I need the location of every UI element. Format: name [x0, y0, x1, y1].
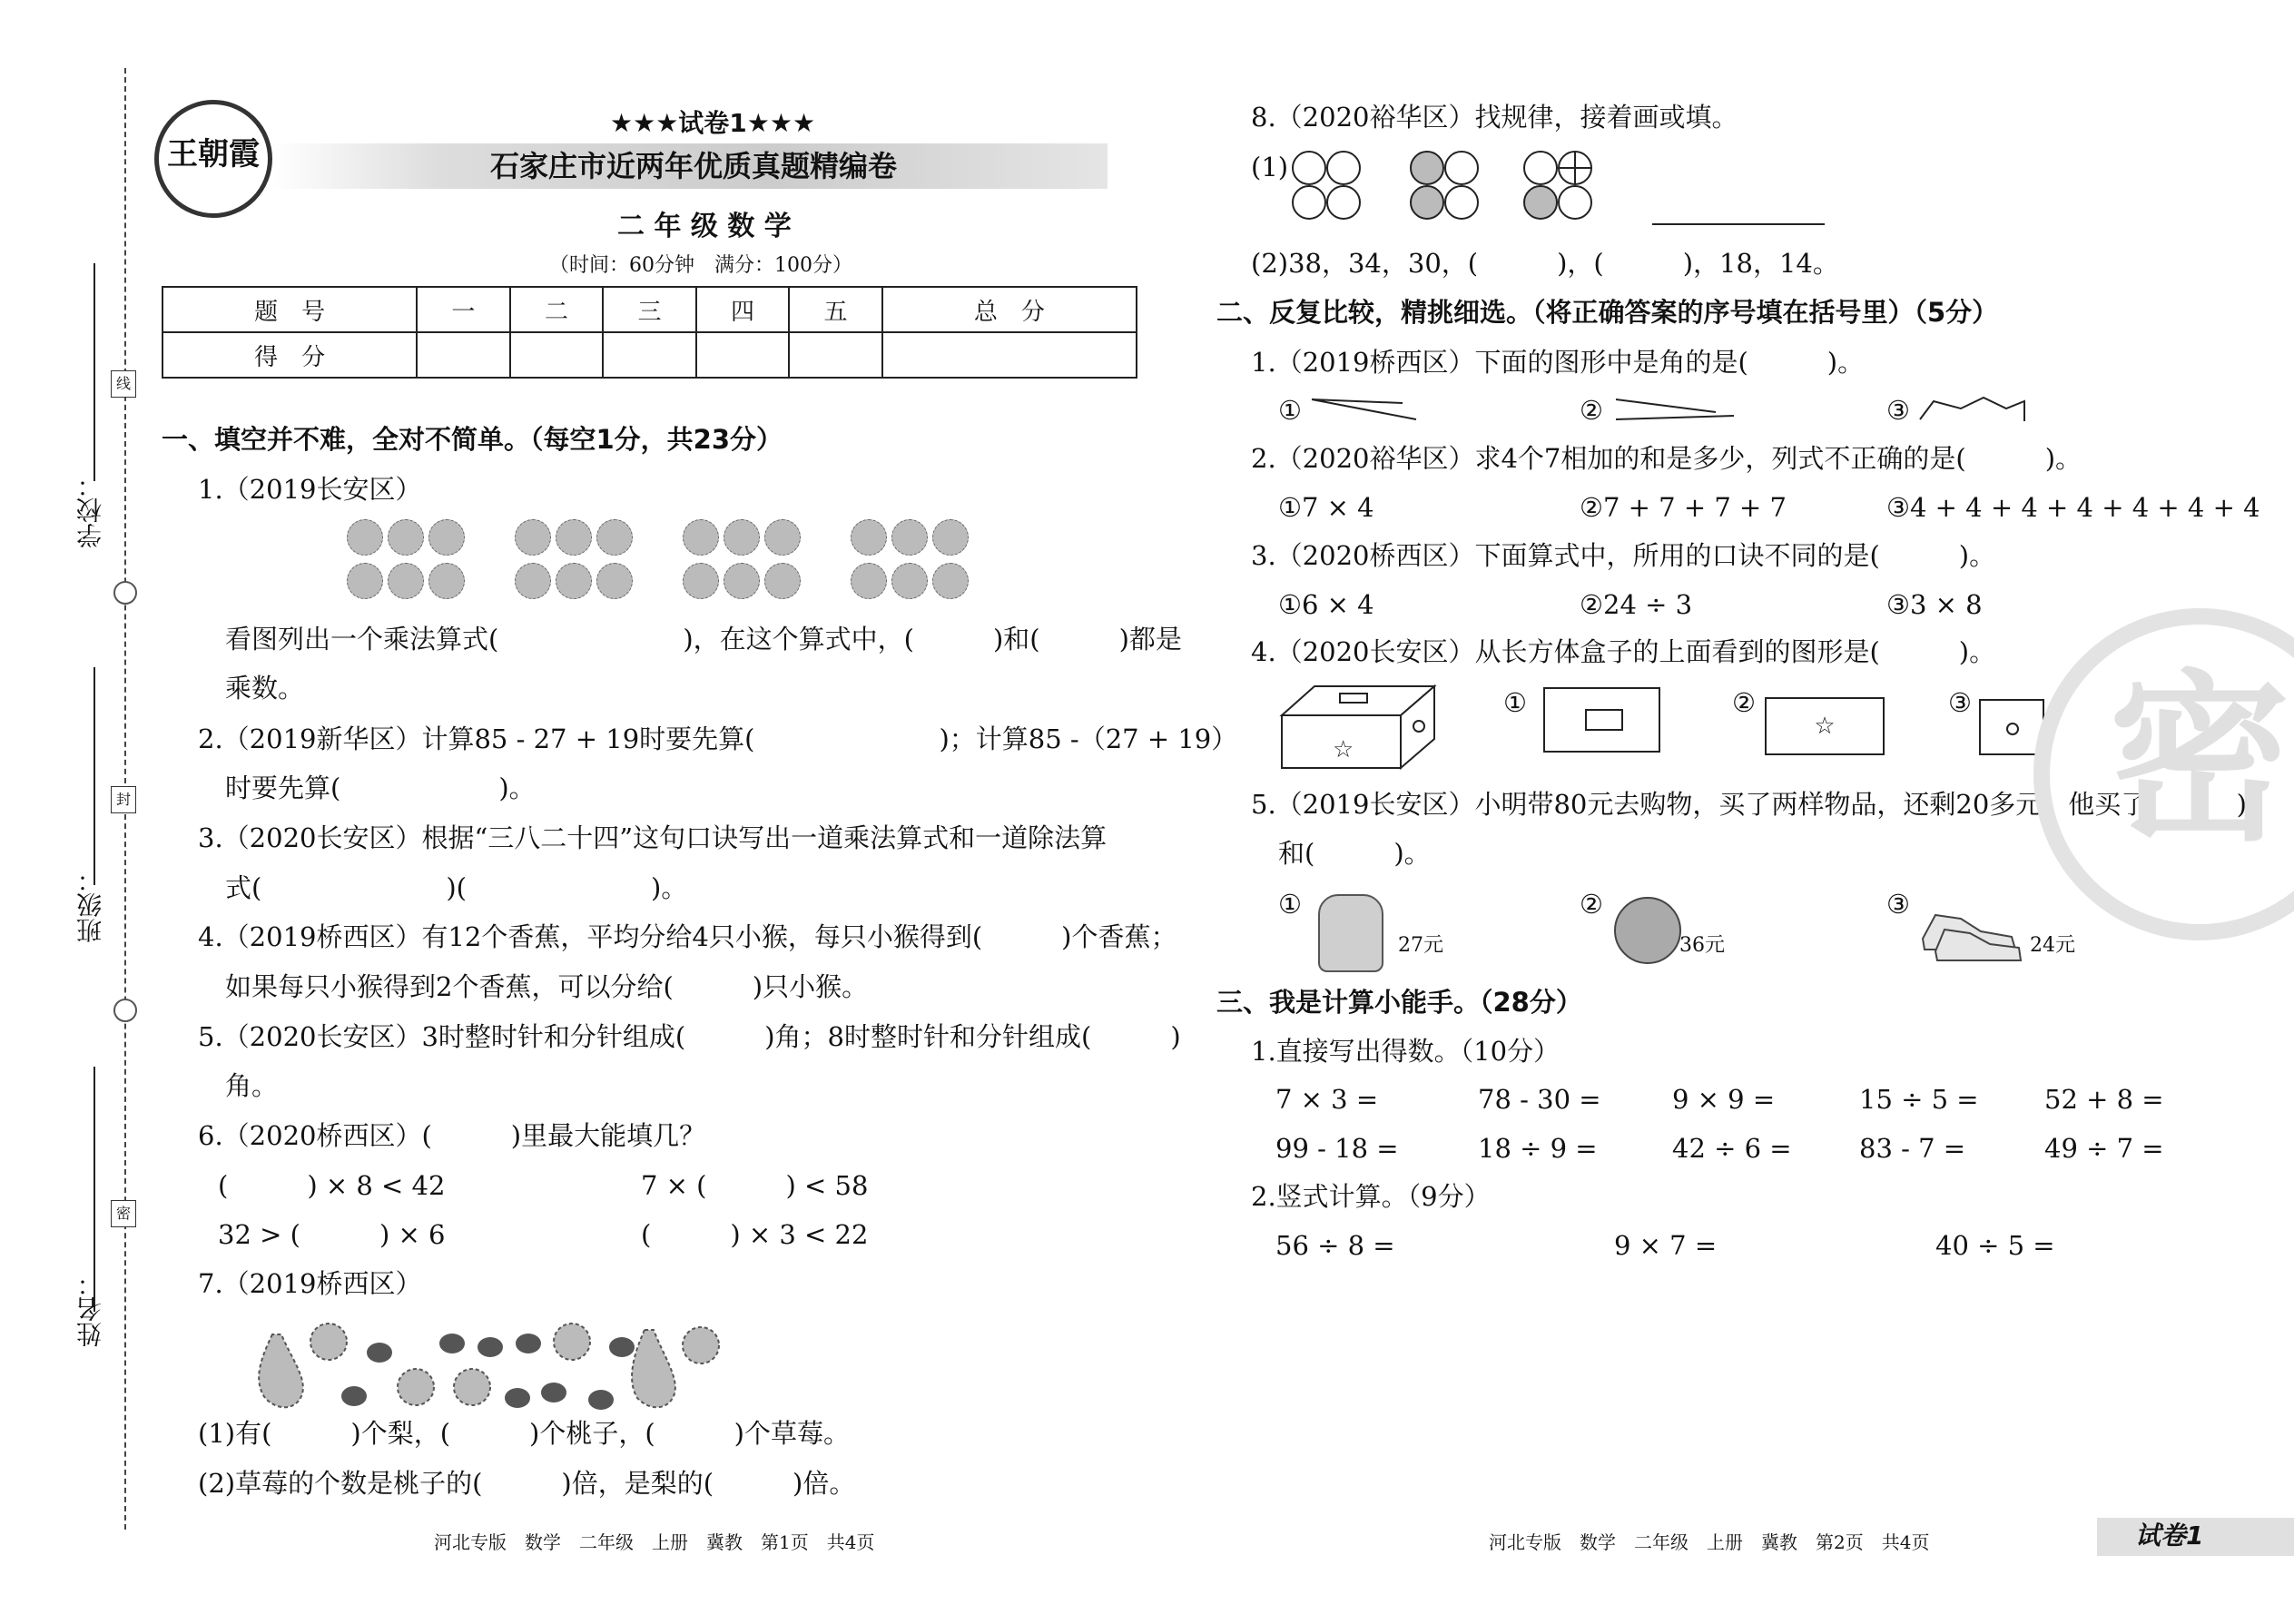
c1-option-1: ①: [1278, 395, 1302, 426]
star-icon: ☆: [1814, 713, 1836, 740]
q8-title: 8.（2020裕华区）找规律，接着画或填。: [1251, 102, 1738, 133]
calc-item: 49 ÷ 7 =: [2044, 1133, 2164, 1164]
c5-price-1: 27元: [1398, 934, 1443, 957]
c5-option-2: ②: [1580, 889, 1603, 920]
score-input[interactable]: [696, 332, 790, 378]
c3-question: 3.（2020桥西区）下面算式中，所用的口诀不同的是( )。: [1251, 540, 1996, 571]
q3-line-2: 式( )( )。: [225, 872, 688, 903]
svg-text:☆: ☆: [1333, 736, 1354, 763]
class-label: 班级：: [75, 867, 105, 943]
apple-icon: [596, 563, 633, 599]
apple-icon: [683, 563, 719, 599]
score-table: [162, 286, 1137, 379]
score-cell: 得 分: [162, 332, 417, 378]
q8-part-2: (2)38，34，30，( )，( )，18，14。: [1251, 248, 1839, 279]
rect-slot-icon: [1585, 709, 1623, 731]
peach-icon: [683, 1327, 719, 1363]
pear-icon: [259, 1334, 303, 1407]
c4-option-2: ②: [1732, 687, 1756, 718]
c3-option-3: ③3 × 8: [1886, 589, 1983, 620]
calc-item: 42 ÷ 6 =: [1672, 1133, 1792, 1164]
binding-hole-icon: [113, 581, 137, 605]
score-input[interactable]: [789, 332, 882, 378]
c5-line-2: 和( )。: [1278, 838, 1431, 869]
open-lines-figure-icon: [1616, 399, 1734, 419]
score-input[interactable]: [882, 332, 1137, 378]
c4-question: 4.（2020长安区）从长方体盒子的上面看到的图形是( )。: [1251, 636, 1996, 667]
apple-icon: [891, 563, 928, 599]
footer-tag: 试卷1: [2135, 1521, 2204, 1550]
strawberry-icon: [588, 1390, 614, 1410]
apple-icon: [428, 563, 465, 599]
c4-option-1: ①: [1503, 687, 1527, 718]
c5-price-3: 24元: [2030, 934, 2075, 957]
footer-left: 河北专版 数学 二年级 上册 冀教 第1页 共4页: [434, 1531, 875, 1553]
view-option-3: [1979, 699, 2044, 755]
q2-line-2: 时要先算( )。: [225, 773, 536, 803]
box-figure: [1278, 681, 1446, 772]
q8-answer-line[interactable]: [1652, 223, 1825, 225]
score-header-row: [162, 287, 1137, 332]
apple-icon: [347, 563, 383, 599]
vertical-calc-item: 56 ÷ 8 =: [1275, 1230, 1395, 1261]
basketball-icon: [1614, 897, 1681, 964]
apple-icon: [851, 563, 887, 599]
curve-figure-icon: [1920, 398, 2024, 421]
four-circle-pattern-2: [1411, 152, 1478, 219]
calc-item: 15 ÷ 5 =: [1859, 1084, 1979, 1115]
apple-icon: [683, 519, 719, 556]
c2-option-3: ③4 + 4 + 4 + 4 + 4 + 4 + 4: [1886, 492, 2260, 523]
k2-title: 2.竖式计算。（9分）: [1251, 1181, 1491, 1212]
c1-option-2: ②: [1580, 395, 1603, 426]
view-option-1: [1543, 687, 1660, 753]
apple-icon: [596, 519, 633, 556]
series-badge: ★★★试卷1★★★: [610, 108, 816, 138]
apple-icon: [428, 519, 465, 556]
apple-icon: [388, 563, 424, 599]
score-cell: 五: [789, 287, 882, 332]
q1-source: 1.（2019长安区）: [198, 474, 422, 505]
q5-line-1: 5.（2020长安区）3时整时针和分针组成( )角；8时整时针和分针组成( ): [198, 1021, 1181, 1052]
apple-icon: [556, 563, 592, 599]
q7-source: 7.（2019桥西区）: [198, 1268, 422, 1299]
confidential-seal-icon: 密: [2033, 608, 2294, 940]
calc-item: 7 × 3 =: [1275, 1084, 1379, 1115]
view-option-2: [1765, 697, 1885, 755]
calc-item: 18 ÷ 9 =: [1478, 1133, 1598, 1164]
score-input[interactable]: [510, 332, 604, 378]
apple-icon: [515, 519, 551, 556]
strawberry-icon: [478, 1337, 503, 1357]
c5-price-2: 36元: [1679, 934, 1725, 957]
c3-option-1: ①6 × 4: [1278, 589, 1374, 620]
q6-title: 6.（2020桥西区）( )里最大能填几？: [198, 1120, 706, 1151]
fruit-illustration: [245, 1316, 735, 1416]
c2-option-2: ②7 + 7 + 7 + 7: [1580, 492, 1787, 523]
vertical-calc-item: 9 × 7 =: [1614, 1230, 1718, 1261]
school-underline: [94, 263, 95, 481]
q4-line-2: 如果每只小猴得到2个香蕉，可以分给( )只小猴。: [225, 971, 869, 1002]
peach-icon: [454, 1369, 490, 1405]
strawberry-icon: [516, 1334, 541, 1353]
apple-icon: [724, 519, 760, 556]
apple-icon: [764, 519, 801, 556]
c4-option-3: ③: [1948, 687, 1972, 718]
peach-icon: [554, 1324, 590, 1360]
strawberry-icon: [439, 1334, 465, 1353]
apple-icon: [388, 519, 424, 556]
calc-item: 52 + 8 =: [2044, 1084, 2164, 1115]
q7-line-2: (2)草莓的个数是桃子的( )倍，是梨的( )倍。: [198, 1468, 856, 1499]
q6-expr-d: ( ) × 3 < 22: [641, 1219, 869, 1250]
apple-icon: [515, 563, 551, 599]
binding-mark-xian: 线: [111, 370, 136, 398]
strawberry-icon: [505, 1388, 530, 1408]
q2-line-1: 2.（2019新华区）计算85 - 27 + 19时要先算( )；计算85 -（27 + 19）: [198, 723, 1238, 754]
c1-option-3: ③: [1886, 395, 1910, 426]
peach-icon: [398, 1369, 434, 1405]
q6-expr-a: ( ) × 8 < 42: [218, 1170, 446, 1201]
q6-expr-b: 7 × ( ) < 58: [641, 1170, 869, 1201]
q1-line-1: 看图列出一个乘法算式( )，在这个算式中，( )和( )都是: [225, 624, 1182, 655]
footer-right: 河北专版 数学 二年级 上册 冀教 第2页 共4页: [1489, 1531, 1930, 1553]
score-cell: 一: [417, 287, 510, 332]
c2-option-1: ①7 × 4: [1278, 492, 1374, 523]
c5-line-1: 5.（2019长安区）小明带80元去购物，买了两样物品，还剩20多元，他买了( ): [1251, 789, 2247, 820]
apple-icon: [347, 519, 383, 556]
sneakers-icon: [1917, 899, 2026, 964]
q6-expr-c: 32 > ( ) × 6: [218, 1219, 446, 1250]
score-cell: 总 分: [882, 287, 1137, 332]
apple-icon: [891, 519, 928, 556]
subject-title: 二 年 级 数 学: [617, 211, 792, 242]
c1-figures: [1307, 392, 2033, 428]
binding-hole-icon: [113, 999, 137, 1022]
pear-icon: [632, 1330, 675, 1407]
binding-mark-mi: 密: [111, 1200, 136, 1227]
c3-option-2: ②24 ÷ 3: [1580, 589, 1693, 620]
q8-pattern: [1291, 150, 1618, 227]
q4-line-1: 4.（2019桥西区）有12个香蕉，平均分给4只小猴，每只小猴得到( )个香蕉；: [198, 921, 1177, 952]
four-circle-pattern-1: [1293, 152, 1360, 219]
peach-icon: [310, 1324, 347, 1360]
strawberry-icon: [541, 1383, 566, 1403]
apple-icon: [556, 519, 592, 556]
score-cell: 二: [510, 287, 604, 332]
binding-mark-feng: 封: [111, 786, 136, 813]
class-underline: [94, 667, 95, 885]
c1-question: 1.（2019桥西区）下面的图形中是角的是( )。: [1251, 347, 1865, 378]
calc-item: 78 - 30 =: [1478, 1084, 1601, 1115]
calc-item: 9 × 9 =: [1672, 1084, 1776, 1115]
strawberry-icon: [367, 1343, 392, 1363]
section-1-title: 一、填空并不难，全对不简单。（每空1分，共23分）: [162, 424, 783, 455]
apple-icon: [932, 563, 969, 599]
score-cell: 四: [696, 287, 790, 332]
c2-question: 2.（2020裕华区）求4个7相加的和是多少，列式不正确的是( )。: [1251, 443, 2082, 474]
q8-part-1-label: (1): [1251, 152, 1289, 182]
score-input[interactable]: [603, 332, 696, 378]
k1-title: 1.直接写出得数。（10分）: [1251, 1036, 1561, 1067]
school-label: 学校：: [75, 472, 105, 548]
score-value-row: [162, 332, 1137, 378]
score-cell: 题 号: [162, 287, 417, 332]
name-label: 姓名：: [75, 1271, 105, 1347]
circle-hole-icon: [2006, 723, 2019, 735]
section-2-title: 二、反复比较，精挑细选。（将正确答案的序号填在括号里）（5分）: [1216, 297, 1999, 328]
score-input[interactable]: [417, 332, 510, 378]
calc-item: 99 - 18 =: [1275, 1133, 1399, 1164]
banner-title: 石家庄市近两年优质真题精编卷: [490, 149, 898, 183]
section-3-title: 三、我是计算小能手。（28分）: [1216, 987, 1582, 1018]
angle-figure-icon: [1312, 399, 1416, 419]
score-cell: 三: [603, 287, 696, 332]
q5-line-2: 角。: [225, 1070, 279, 1101]
time-info: （时间：60分钟 满分：100分）: [549, 254, 852, 277]
c5-option-3: ③: [1886, 889, 1910, 920]
vertical-calc-item: 40 ÷ 5 =: [1935, 1230, 2055, 1261]
q1-line-2: 乘数。: [225, 673, 305, 704]
apple-icon: [764, 563, 801, 599]
apple-icon: [932, 519, 969, 556]
four-circle-pattern-3: [1524, 152, 1591, 219]
backpack-icon: [1318, 894, 1383, 972]
apple-icon: [724, 563, 760, 599]
c5-option-1: ①: [1278, 889, 1302, 920]
brand-logo: 王朝霞: [154, 100, 272, 218]
strawberry-icon: [609, 1337, 635, 1357]
apple-icon: [851, 519, 887, 556]
q7-line-1: (1)有( )个梨，( )个桃子，( )个草莓。: [198, 1418, 850, 1449]
calc-item: 83 - 7 =: [1859, 1133, 1966, 1164]
q3-line-1: 3.（2020长安区）根据“三八二十四”这句口诀写出一道乘法算式和一道除法算: [198, 822, 1108, 853]
strawberry-icon: [341, 1386, 367, 1406]
